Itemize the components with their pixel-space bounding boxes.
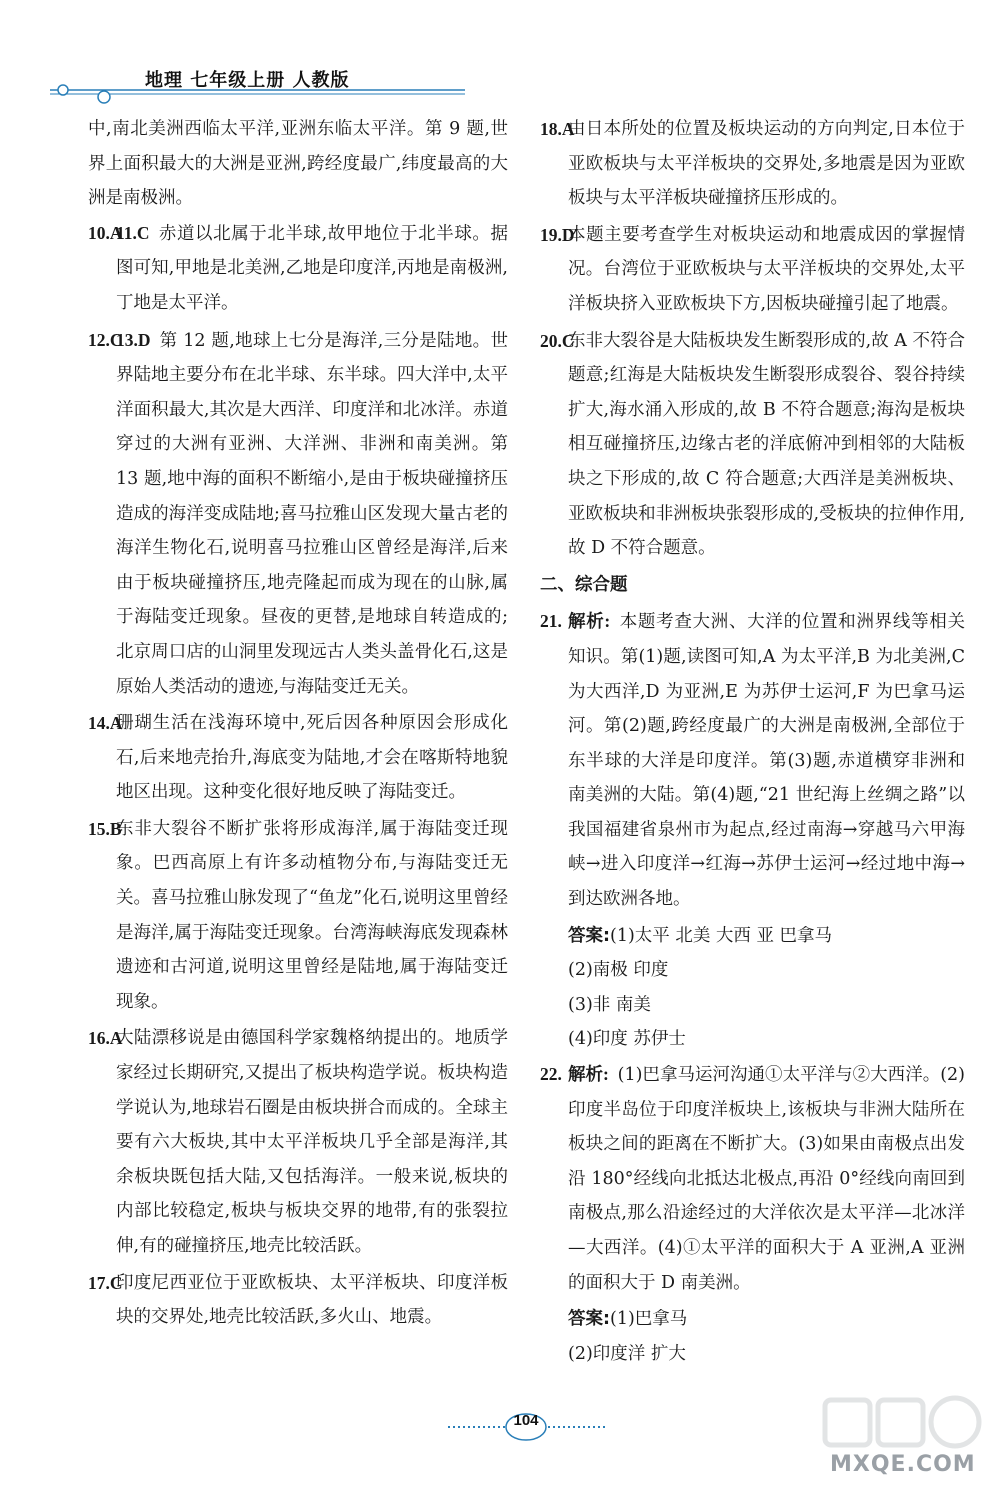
answer-item [88, 812, 508, 1020]
explanation-text: 印度尼西亚位于亚欧板块、太平洋板块、印度洋板块的交界处,地壳比较活跃,多火山、地震。 [116, 1272, 508, 1328]
explanation-text: 大陆漂移说是由德国科学家魏格纳提出的。地质学家经过长期研究,又提出了板块构造学说。板块构造学说认为,地球岩石圈是由板块拼合而成的。全球主要有六大板块,其中太平洋板块几乎全部是海洋,其余板块既包括大陆,又包括海洋。一般来说,板块的内部比较稳定,板块与板块交界的地带,有的张裂拉伸,有的碰撞挤压,地壳比较活跃。 [116, 1028, 508, 1256]
answer-item [540, 604, 965, 916]
question-lead: 解析: [568, 1064, 609, 1085]
question-number: 18.A [540, 119, 575, 139]
question-number: 17.C [88, 1272, 123, 1293]
answer-line: (2)印度洋 扩大 [568, 1343, 686, 1364]
question-number: 22. [540, 1064, 562, 1085]
explanation-text: 东非大裂谷是大陆板块发生断裂形成的,故 A 不符合题意;红海是大陆板块发生断裂形成裂谷、裂谷持续扩大,海水涌入形成的,故 B 不符合题意;海沟是板块相互碰撞挤压,边缘古老的洋底俯冲到相邻的大陆板块之下形成的,故 C 符合题意;大西洋是美洲板块、亚欧板块和非洲板块张裂形成的,受板块的拉伸作用,故 D 不符合题意。 [568, 330, 965, 559]
answer-text: (1)巴拿马 [610, 1309, 688, 1330]
answer-item [540, 1057, 965, 1300]
answer-item [540, 112, 965, 216]
question-number: 19.D [540, 224, 575, 245]
question-lead: 11.C [116, 222, 150, 243]
explanation-text: 赤道以北属于北半球,故甲地位于北半球。据图可知,甲地是北美洲,乙地是印度洋,丙地是南极洲,丁地是太平洋。 [116, 223, 508, 313]
answer-item [540, 324, 965, 566]
question-number: 16.A [88, 1028, 123, 1049]
right-column [540, 112, 965, 1371]
section-heading: 二、综合题 [540, 574, 628, 595]
answer-label: 答案: [568, 925, 610, 946]
answer-line [540, 1302, 965, 1337]
answer-label: 答案: [568, 1309, 610, 1330]
watermark-logo-icon [820, 1392, 1000, 1492]
question-number: 12.C [88, 329, 123, 350]
explanation-text: 第 12 题,地球上七分是海洋,三分是陆地。世界陆地主要分布在北半球、东半球。四大洋中,太平洋面积最大,其次是大西洋、印度洋和北冰洋。赤道穿过的大洲有亚洲、大洋洲、非洲和南美洲。第 13 题,地中海的面积不断缩小,是由于板块碰撞挤压造成的海洋变成陆地;喜马拉雅山区发现大量古老的海洋生物化石,说明喜马拉雅山区曾经是海洋,后来由于板块碰撞挤压,地壳隆起而成为现在的山脉,属于海陆变迁现象。昼夜的更替,是地球自转造成的;北京周口店的山洞里发现远古人类头盖骨化石,这是原始人类活动的遗迹,与海陆变迁无关。 [116, 330, 508, 697]
answer-paragraph: 中,南北美洲西临太平洋,亚洲东临太平洋。第 9 题,世界上面积最大的大洲是亚洲,跨经度最广,纬度最高的大洲是南极洲。 [88, 119, 508, 209]
question-lead: 解析: [568, 611, 611, 632]
explanation-text: 本题考查大洲、大洋的位置和洲界线等相关知识。第(1)题,读图可知,A 为太平洋,B 为北美洲,C 为大西洋,D 为亚洲,E 为苏伊士运河,F 为巴拿马运河。第(2)题,跨经度最广的大洲是南极洲,全部位于东半球的大洋是印度洋。第(3)题,赤道横穿非洲和南美洲的大陆。第(4)题,“21 世纪海上丝绸之路”以我国福建省泉州市为起点,经过南海→穿越马六甲海峡→进入印度洋→红海→苏伊士运河→经过地中海→到达欧洲各地。 [568, 612, 965, 910]
explanation-text: 本题主要考查学生对板块运动和地震成因的掌握情况。台湾位于亚欧板块与太平洋板块的交界处,太平洋板块挤入亚欧板块下方,因板块碰撞引起了地震。 [568, 224, 965, 314]
question-number: 15.B [88, 818, 122, 839]
page-number: 104 [513, 1412, 539, 1429]
answer-item [540, 218, 965, 322]
left-column [88, 112, 508, 1337]
question-number: 10.A [88, 222, 123, 243]
question-number: 20.C [540, 330, 575, 351]
explanation-text: 东非大裂谷不断扩张将形成海洋,属于海陆变迁现象。巴西高原上有许多动植物分布,与海陆变迁无关。喜马拉雅山脉发现了“鱼龙”化石,说明这里曾经是海洋,属于海陆变迁现象。台湾海峡海底发现森林遗迹和古河道,说明这里曾经是陆地,属于海陆变迁现象。 [116, 818, 508, 1012]
answer-item [88, 1266, 508, 1335]
answer-line: (4)印度 苏伊士 [568, 1029, 686, 1050]
explanation-text: 珊瑚生活在浅海环境中,死后因各种原因会形成化石,后来地壳抬升,海底变为陆地,才会在喀斯特地貌地区出现。这种变化很好地反映了海陆变迁。 [116, 713, 508, 803]
question-number: 14.A [88, 713, 123, 734]
question-lead: 13.D [116, 329, 151, 350]
page-title: 地理 七年级上册 人教版 [145, 70, 350, 91]
explanation-text: (1)巴拿马运河沟通①太平洋与②大西洋。(2)印度半岛位于印度洋板块上,该板块与非洲大陆所在板块之间的距离在不断扩大。(3)如果由南极点出发沿 180°经线向北抵达北极点,再沿 0°经线向南回到南极点,那么沿途经过的大洋依次是太平洋—北冰洋—大西洋。(4)①太平洋的面积大于 A 亚洲,A 亚洲的面积大于 D 南美洲。 [568, 1065, 966, 1293]
answer-item [88, 323, 508, 705]
question-number: 21. [540, 611, 562, 632]
answer-item [88, 706, 508, 810]
header-decoration-icon [0, 0, 500, 110]
page-header [0, 0, 1000, 110]
answer-line: (2)南极 印度 [568, 960, 669, 981]
watermark-text: MXQE.COM [830, 1452, 976, 1477]
answer-line [540, 919, 965, 954]
answer-line: (3)非 南美 [568, 994, 651, 1015]
answer-text: (1)太平 北美 大西 亚 巴拿马 [610, 925, 833, 946]
answer-item [88, 1021, 508, 1263]
answer-item [88, 216, 508, 321]
explanation-text: 由日本所处的位置及板块运动的方向判定,日本位于亚欧板块与太平洋板块的交界处,多地震是因为亚欧板块与太平洋板块碰撞挤压形成的。 [568, 119, 965, 209]
